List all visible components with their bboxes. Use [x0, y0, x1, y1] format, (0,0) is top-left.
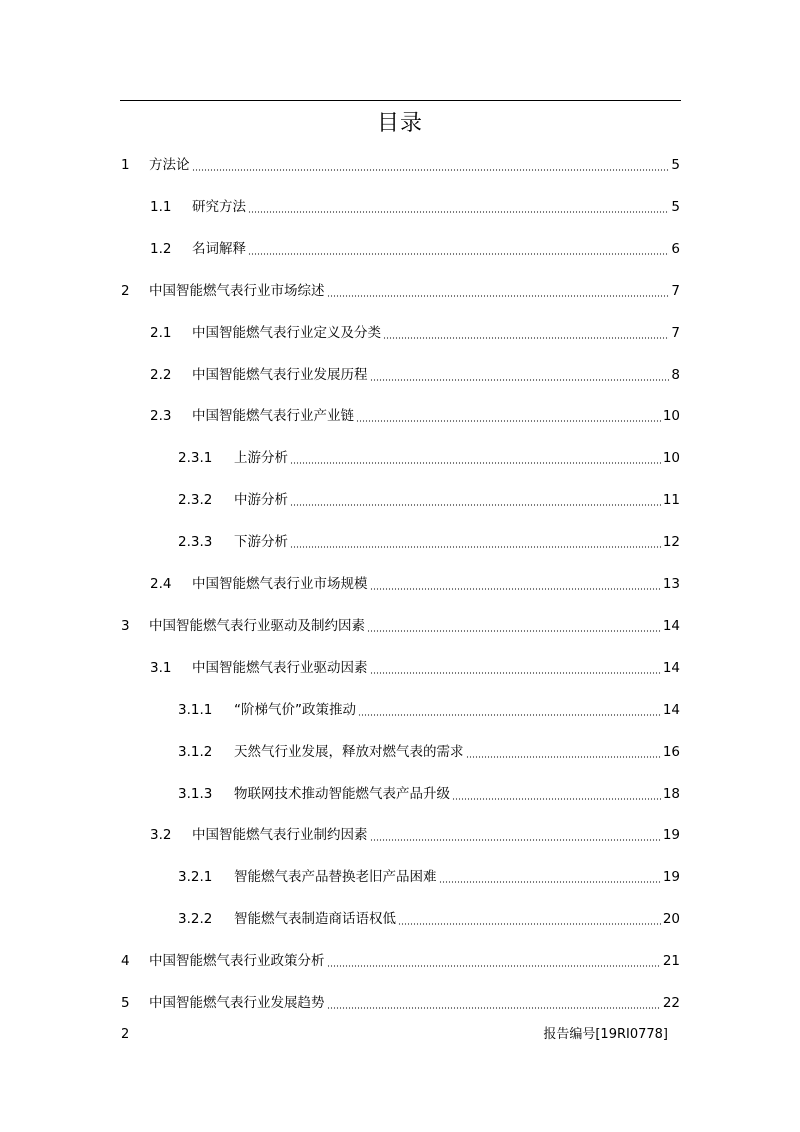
toc-entry-page: 10: [662, 450, 680, 466]
toc-entry-title: “阶梯气价”政策推动: [234, 702, 356, 718]
toc-entry-number: 3.2.1: [178, 869, 213, 885]
toc-entry-page: 10: [662, 408, 680, 424]
toc-dot-leader: [367, 629, 661, 632]
toc-dot-leader: [327, 1006, 661, 1009]
toc-entry-number: 3.1.2: [178, 744, 213, 760]
toc-entry-number: 2: [121, 283, 130, 299]
toc-entry[interactable]: [178, 490, 680, 510]
toc-entry[interactable]: [150, 825, 680, 845]
toc-entry[interactable]: [150, 406, 680, 426]
toc-entry-number: 3.2: [150, 827, 172, 843]
toc-entry-title: 中国智能燃气表行业发展趋势: [149, 995, 325, 1011]
footer-report-id: 报告编号[19RI0778]: [543, 1027, 668, 1042]
toc-entry-page: 14: [662, 618, 680, 634]
toc-entry-page: 8: [671, 367, 680, 383]
toc-entry-number: 2.4: [150, 576, 172, 592]
toc-entry-number: 2.3.2: [178, 492, 213, 508]
toc-entry-page: 11: [662, 492, 680, 508]
toc-entry[interactable]: [178, 700, 680, 720]
toc-entry-title: 中国智能燃气表行业市场综述: [149, 283, 325, 299]
toc-dot-leader: [290, 461, 661, 464]
toc-entry[interactable]: [178, 742, 680, 762]
toc-entry-title: 中国智能燃气表行业制约因素: [192, 827, 368, 843]
toc-entry[interactable]: [121, 951, 680, 971]
toc-entry-page: 22: [662, 995, 680, 1011]
toc-dot-leader: [466, 755, 661, 758]
toc-entry-title: 中国智能燃气表行业驱动及制约因素: [149, 618, 365, 634]
toc-entry-number: 3.1.3: [178, 786, 213, 802]
toc-entry-page: 5: [671, 199, 680, 215]
toc-entry-page: 14: [662, 660, 680, 676]
toc-entry-number: 3.1.1: [178, 702, 213, 718]
toc-entry-page: 18: [662, 786, 680, 802]
toc-entry-title: 中国智能燃气表行业定义及分类: [192, 325, 381, 341]
toc-entry-title: 中国智能燃气表行业发展历程: [192, 367, 368, 383]
toc-entry-page: 21: [662, 953, 680, 969]
toc-entry[interactable]: [150, 323, 680, 343]
toc-entry[interactable]: [150, 574, 680, 594]
toc-entry-title: 下游分析: [234, 534, 288, 550]
toc-entry-number: 3: [121, 618, 130, 634]
toc-entry[interactable]: [178, 784, 680, 804]
toc-entry-number: 1.2: [150, 241, 172, 257]
toc-entry-number: 2.3: [150, 408, 172, 424]
toc-entry-page: 7: [671, 325, 680, 341]
toc-entry[interactable]: [121, 155, 680, 175]
toc-dot-leader: [356, 419, 661, 422]
toc-entry-page: 12: [662, 534, 680, 550]
toc-entry-title: 中国智能燃气表行业产业链: [192, 408, 354, 424]
toc-entry[interactable]: [121, 281, 680, 301]
toc-entry[interactable]: [121, 993, 680, 1013]
toc-entry-number: 2.3.1: [178, 450, 213, 466]
toc-entry-page: 20: [662, 911, 680, 927]
toc-entry-title: 名词解释: [192, 241, 246, 257]
toc-entry-page: 14: [662, 702, 680, 718]
toc-dot-leader: [248, 252, 669, 255]
toc-dot-leader: [383, 336, 669, 339]
toc-entry-page: 16: [662, 744, 680, 760]
toc-entry[interactable]: [178, 909, 680, 929]
toc-dot-leader: [290, 545, 661, 548]
toc-entry-number: 4: [121, 953, 130, 969]
toc-entry-page: 6: [671, 241, 680, 257]
toc-entry-title: 中国智能燃气表行业驱动因素: [192, 660, 368, 676]
toc-entry-number: 2.2: [150, 367, 172, 383]
toc-dot-leader: [370, 587, 661, 590]
toc-entry-title: 研究方法: [192, 199, 246, 215]
toc-dot-leader: [439, 880, 661, 883]
toc-dot-leader: [327, 294, 670, 297]
toc-entry[interactable]: [150, 239, 680, 259]
toc-entry-title: 智能燃气表产品替换老旧产品困难: [234, 869, 437, 885]
toc-entry-page: 5: [671, 157, 680, 173]
toc-entry-number: 5: [121, 995, 130, 1011]
toc-entry-title: 中国智能燃气表行业政策分析: [149, 953, 325, 969]
toc-entry-number: 3.1: [150, 660, 172, 676]
toc-entry-number: 3.2.2: [178, 911, 213, 927]
toc-entry-page: 19: [662, 869, 680, 885]
toc-entry[interactable]: [178, 532, 680, 552]
toc-entry-number: 2.3.3: [178, 534, 213, 550]
toc-entry-title: 天然气行业发展，释放对燃气表的需求: [234, 744, 464, 760]
toc-dot-leader: [358, 713, 661, 716]
toc-entry[interactable]: [121, 616, 680, 636]
page-title: 目录: [376, 111, 423, 136]
toc-entry-title: 物联网技术推动智能燃气表产品升级: [234, 786, 450, 802]
toc-entry[interactable]: [150, 197, 680, 217]
toc-entry-title: 方法论: [149, 157, 190, 173]
toc-dot-leader: [290, 503, 661, 506]
footer-page-number: 2: [121, 1027, 130, 1042]
toc-entry-page: 7: [671, 283, 680, 299]
toc-dot-leader: [192, 168, 670, 171]
toc-entry-number: 2.1: [150, 325, 172, 341]
toc-entry[interactable]: [150, 365, 680, 385]
toc-dot-leader: [248, 210, 669, 213]
toc-entry-number: 1: [121, 157, 130, 173]
toc-entry-title: 中国智能燃气表行业市场规模: [192, 576, 368, 592]
toc-dot-leader: [370, 671, 661, 674]
toc-entry-page: 19: [662, 827, 680, 843]
toc-entry[interactable]: [178, 448, 680, 468]
toc-entry-number: 1.1: [150, 199, 172, 215]
toc-dot-leader: [398, 922, 661, 925]
toc-entry-title: 上游分析: [234, 450, 288, 466]
toc-dot-leader: [370, 378, 670, 381]
toc-entry-title: 智能燃气表制造商话语权低: [234, 911, 396, 927]
toc-dot-leader: [452, 797, 661, 800]
toc-entry-title: 中游分析: [234, 492, 288, 508]
toc-entry-page: 13: [662, 576, 680, 592]
toc-dot-leader: [327, 964, 661, 967]
toc-entry[interactable]: [178, 867, 680, 887]
toc-dot-leader: [370, 838, 661, 841]
toc-entry[interactable]: [150, 658, 680, 678]
